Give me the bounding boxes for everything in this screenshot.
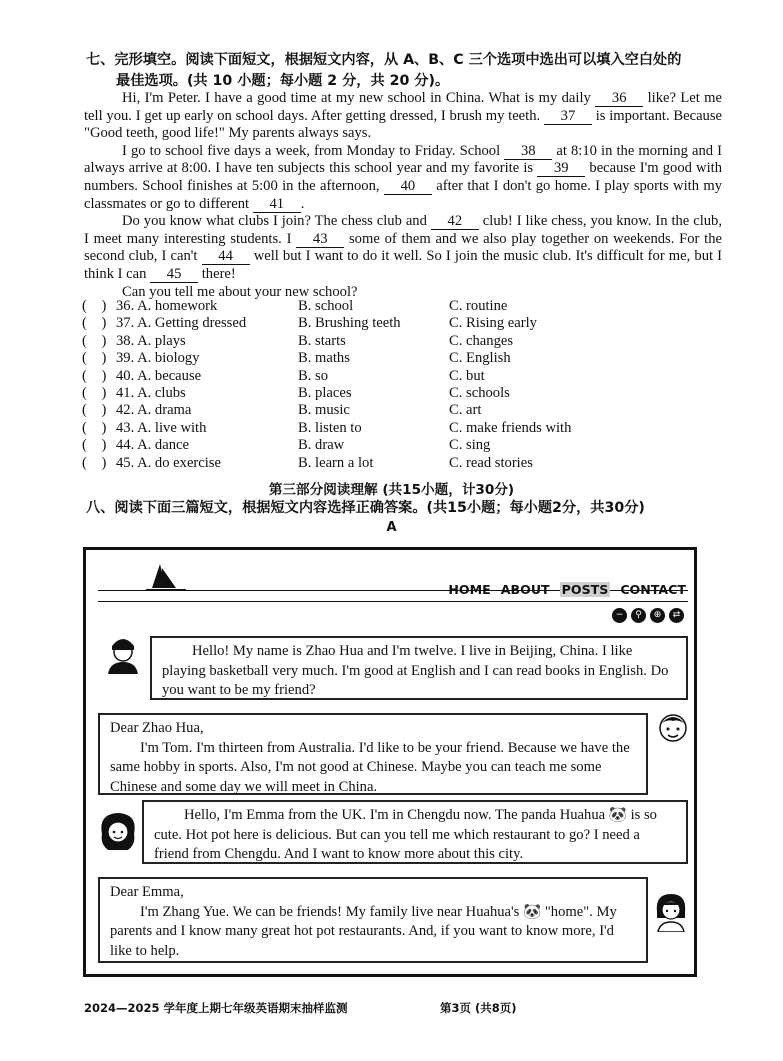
answer-paren[interactable]: ( )	[82, 367, 107, 384]
option-b: B. music	[298, 402, 350, 419]
option-row-39	[82, 350, 702, 367]
website-mockup	[83, 547, 697, 977]
page-number: 第3页 (共8页)	[440, 1001, 517, 1015]
cloze-passage	[84, 90, 722, 301]
blank-37[interactable]: 37	[544, 109, 592, 125]
post-text-part: I'm Zhang Yue. We can be friends! My family live near Huahua's	[140, 903, 520, 920]
boy-avatar-icon	[104, 632, 142, 674]
passage-text: I go to school five days a week, from Monday to Friday. School	[122, 142, 501, 159]
panda-icon: 🐼	[608, 807, 627, 823]
exam-name: 2024—2025 学年度上期七年级英语期末抽样监测	[84, 1001, 348, 1015]
post-text: Hello! My name is Zhao Hua and I'm twelve. I live in Beijing, China. I like playing basketball very much. I'm good at English and I can read books in English. Do you want to be my friend?	[162, 643, 669, 699]
option-a: 42. A. drama	[116, 402, 192, 419]
answer-paren[interactable]: ( )	[82, 419, 107, 436]
option-b: B. maths	[298, 350, 350, 367]
part3-title: 第三部分阅读理解 (共15小题，计30分)	[268, 482, 515, 498]
option-c: C. art	[449, 402, 482, 419]
passage-text: Hi, I'm Peter. I have a good time at my new school in China. What is my daily	[122, 90, 591, 106]
option-row-44	[82, 437, 702, 454]
post-greeting: Dear Emma,	[110, 884, 184, 900]
post-tom	[98, 713, 648, 795]
blank-45[interactable]: 45	[150, 267, 198, 283]
passage-text: club! I like chess, you know. In the club, I meet many interesting students. I	[84, 213, 722, 247]
option-b: B. places	[298, 384, 352, 401]
option-c: C. sing	[449, 437, 491, 454]
option-row-36	[82, 298, 702, 315]
site-nav	[448, 582, 686, 597]
option-c: C. but	[449, 367, 485, 384]
nav-about[interactable]: ABOUT	[500, 582, 550, 597]
option-a: 39. A. biology	[116, 350, 200, 367]
nav-contact[interactable]: CONTACT	[620, 582, 686, 597]
passage-text: at 8:10 in the morning and I always arrive at 8:00. I have ten subjects this school year and my favorite is	[84, 142, 723, 177]
search-icon[interactable]: ⚲	[631, 608, 646, 623]
passage-text: Do you know what clubs I join? The chess club and	[122, 213, 427, 230]
post-text	[110, 903, 636, 962]
blank-44[interactable]: 44	[202, 249, 250, 265]
section7-title-line2: 最佳选项。(共 10 小题；每小题 2 分，共 20 分)。	[116, 73, 450, 89]
section7-title	[86, 50, 726, 92]
post-emma	[142, 800, 688, 864]
answer-paren[interactable]: ( )	[82, 298, 107, 314]
post-text	[154, 806, 676, 865]
blank-40[interactable]: 40	[384, 179, 432, 195]
section8-title: 八、阅读下面三篇短文，根据短文内容选择正确答案。(共15小题；每小题2分，共30分)	[86, 500, 645, 516]
zoom-icon[interactable]: ⊕	[650, 608, 665, 623]
option-a: 45. A. do exercise	[116, 454, 221, 471]
option-c: C. make friends with	[449, 419, 572, 436]
option-b: B. Brushing teeth	[298, 315, 401, 332]
option-c: C. routine	[449, 298, 508, 314]
post-zhao-hua	[150, 636, 688, 700]
option-a: 44. A. dance	[116, 437, 189, 454]
answer-options	[82, 298, 702, 472]
nav-home[interactable]: HOME	[448, 582, 491, 597]
option-a: 37. A. Getting dressed	[116, 315, 247, 332]
post-text: I'm Tom. I'm thirteen from Australia. I'd like to be your friend. Because we have the same hobby in sports. Also, I'm not good at Chinese. Maybe you can teach me some Chinese and some day we will meet in China.	[110, 739, 630, 795]
sailboat-logo-icon	[146, 562, 186, 592]
minus-circle-icon[interactable]: −	[612, 608, 627, 623]
option-b: B. learn a lot	[298, 454, 374, 471]
passage-paragraph-1	[84, 90, 722, 143]
option-b: B. school	[298, 298, 354, 314]
share-icon[interactable]: ⇄	[669, 608, 684, 623]
passage-text: there!	[201, 265, 236, 282]
option-b: B. so	[298, 367, 329, 384]
option-a: 43. A. live with	[116, 419, 207, 436]
answer-paren[interactable]: ( )	[82, 315, 107, 332]
passage-text: some of them and we also play together on weekends. For the second club, I can't	[84, 230, 723, 265]
toolbar-icons	[612, 608, 684, 623]
passage-paragraph-3	[84, 213, 722, 283]
passage-text: is important. Because "Good teeth, good life!" My parents always says.	[84, 107, 723, 142]
girl-bob-avatar-icon	[652, 890, 690, 932]
passage-text: well but I want to do it well. So I join the music club. It's difficult for me, but I think I can	[84, 248, 723, 282]
answer-paren[interactable]: ( )	[82, 350, 107, 367]
option-row-43	[82, 420, 702, 437]
nav-rule	[98, 601, 688, 602]
passage-text: .	[300, 195, 305, 212]
blank-42[interactable]: 42	[431, 214, 479, 230]
passage-paragraph-2	[84, 143, 722, 213]
option-row-40	[82, 368, 702, 385]
option-b: B. listen to	[298, 419, 362, 436]
panda-icon: 🐼	[523, 903, 542, 920]
post-greeting: Dear Zhao Hua,	[110, 720, 204, 736]
passage-text: because I'm good with numbers. School finishes at 5:00 in the afternoon,	[84, 160, 722, 194]
option-a: 40. A. because	[116, 367, 202, 384]
option-b: B. starts	[298, 332, 346, 349]
page-footer	[84, 1000, 604, 1016]
option-a: 36. A. homework	[116, 298, 218, 314]
option-row-45	[82, 455, 702, 472]
section7-title-line1: 七、完形填空。阅读下面短文，根据短文内容，从 A、B、C 三个选项中选出可以填入空白处的	[86, 52, 682, 68]
option-a: 38. A. plays	[116, 332, 186, 349]
blank-43[interactable]: 43	[296, 232, 344, 248]
option-row-42	[82, 402, 702, 419]
option-c: C. English	[449, 350, 511, 367]
option-b: B. draw	[298, 437, 345, 454]
nav-posts[interactable]: POSTS	[561, 582, 609, 597]
option-c: C. read stories	[449, 454, 533, 471]
blank-36[interactable]: 36	[595, 91, 643, 107]
post-zhang-yue	[98, 877, 648, 963]
passage-text: after that I don't go home. I play sports with my classmates or go to different	[84, 177, 722, 212]
post-text-part: "home". My parents and I know many great hot pot restaurants. And, if you want to know more, I'd like to help.	[110, 903, 617, 959]
option-c: C. Rising early	[449, 315, 537, 332]
blank-39[interactable]: 39	[537, 161, 585, 177]
boy-face-icon	[656, 710, 690, 750]
blank-41[interactable]: 41	[253, 197, 301, 213]
answer-paren[interactable]: ( )	[82, 402, 107, 419]
girl-avatar-icon	[98, 810, 138, 856]
blank-38[interactable]: 38	[504, 144, 552, 160]
post-text-part: Hello, I'm Emma from the UK. I'm in Chengdu now. The panda Huahua	[184, 807, 606, 823]
answer-paren[interactable]: ( )	[82, 437, 107, 454]
passage-text: like? Let me tell you. I get up early on school days. After getting dressed, I brush my teeth.	[84, 90, 722, 124]
post-text-part: is so cute. Hot pot here is delicious. But can you tell me which restaurant to go? I need a friend from Chengdu. And I want to know more about this city.	[154, 807, 657, 863]
option-c: C. schools	[449, 384, 510, 401]
answer-paren[interactable]: ( )	[82, 454, 107, 471]
answer-paren[interactable]: ( )	[82, 384, 107, 401]
passage-letter: A	[386, 520, 397, 535]
option-c: C. changes	[449, 332, 514, 349]
option-a: 41. A. clubs	[116, 384, 186, 401]
passage-paragraph-4: Can you tell me about your new school?	[122, 283, 358, 300]
option-row-38	[82, 333, 702, 350]
option-row-37	[82, 315, 702, 332]
option-row-41	[82, 385, 702, 402]
answer-paren[interactable]: ( )	[82, 332, 107, 349]
